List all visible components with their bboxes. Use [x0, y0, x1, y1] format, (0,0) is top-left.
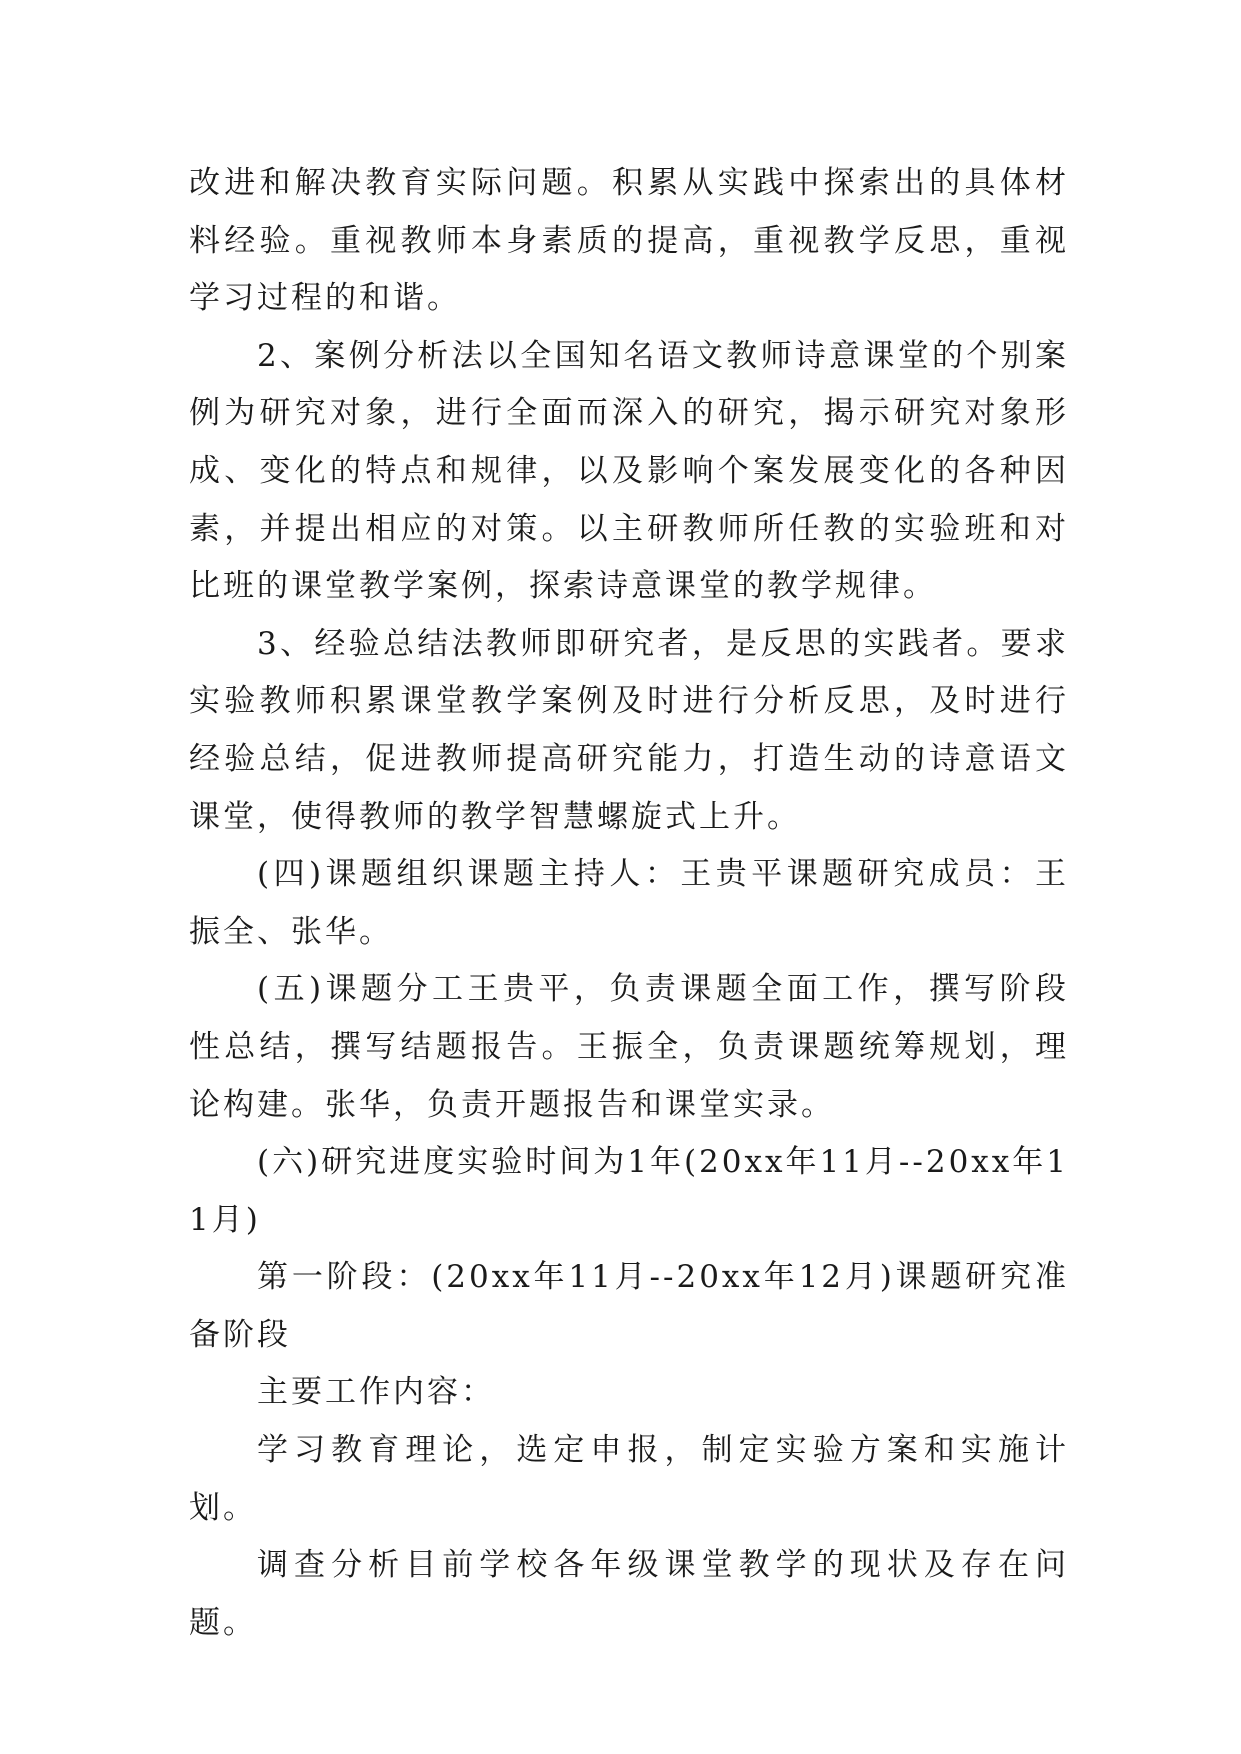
paragraph-main-work-heading: 主要工作内容： [257, 1374, 495, 1411]
paragraph-project-division: (五)课题分工王贵平，负责课题全面工作，撰写阶段性总结，撰写结题报告。王振全，负责课题统筹规划，理论构建。张华，负责开题报告和课堂实录。 [189, 971, 1069, 1123]
paragraph-case-analysis-method: 2、案例分析法以全国知名语文教师诗意课堂的个别案例为研究对象，进行全面而深入的研究，揭示研究对象形成、变化的特点和规律，以及影响个案发展变化的各种因素，并提出相应的对策。以主研教师所任教的实验班和对比班的课堂教学案例，探索诗意课堂的教学规律。 [189, 337, 1069, 605]
paragraph-teaching-experience: 改进和解决教育实际问题。积累从实践中探索出的具体材料经验。重视教师本身素质的提高，重视教学反思，重视学习过程的和谐。 [189, 165, 1069, 317]
paragraph-experience-summary-method: 3、经验总结法教师即研究者，是反思的实践者。要求实验教师积累课堂教学案例及时进行分析反思，及时进行经验总结，促进教师提高研究能力，打造生动的诗意语文课堂，使得教师的教学智慧螺旋式上升。 [189, 625, 1069, 835]
paragraph-study-theory: 学习教育理论，选定申报，制定实验方案和实施计划。 [189, 1432, 1069, 1526]
document-body [189, 155, 1069, 1652]
paragraph-survey-analysis: 调查分析目前学校各年级课堂教学的现状及存在问题。 [189, 1547, 1069, 1641]
paragraph-project-organization: (四)课题组织课题主持人：王贵平课题研究成员：王振全、张华。 [189, 856, 1069, 950]
paragraph-research-schedule: (六)研究进度实验时间为1年(20xx年11月--20xx年11月) [189, 1144, 1069, 1238]
paragraph-first-stage: 第一阶段：(20xx年11月--20xx年12月)课题研究准备阶段 [189, 1259, 1069, 1353]
